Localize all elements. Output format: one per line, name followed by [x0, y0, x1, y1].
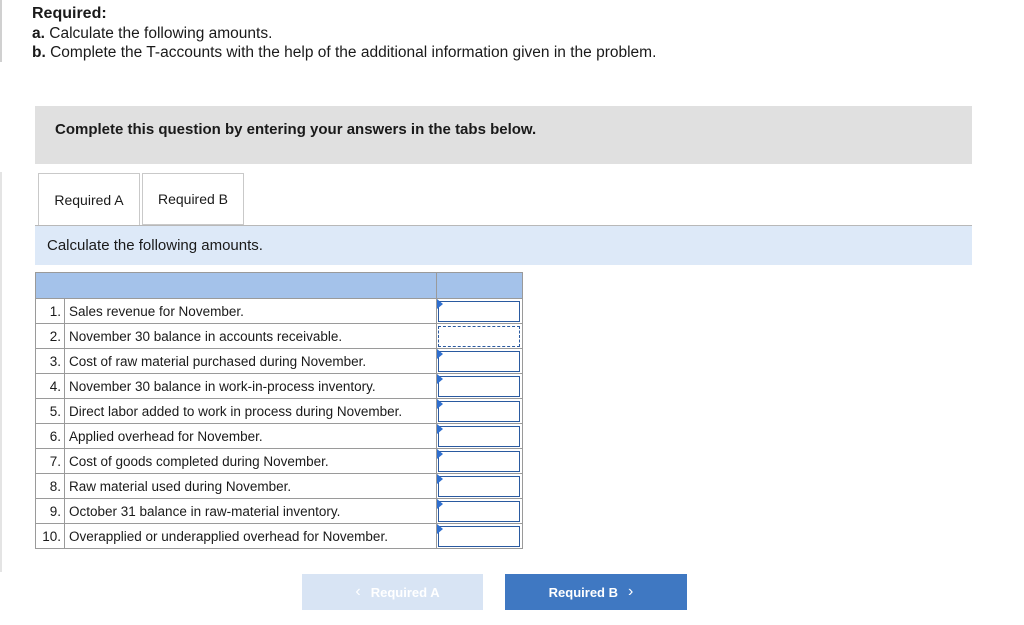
table-row [36, 399, 523, 424]
table-row [36, 374, 523, 399]
row-number: 5. [36, 399, 65, 424]
table-row [36, 524, 523, 549]
row-number: 4. [36, 374, 65, 399]
answer-input-4[interactable] [438, 376, 520, 397]
answer-input-3[interactable] [438, 351, 520, 372]
chevron-left-icon: ‹ [355, 583, 361, 600]
answer-cell [437, 324, 523, 349]
flag-icon [437, 424, 443, 434]
row-description: October 31 balance in raw-material inventory. [65, 499, 437, 524]
table-row [36, 499, 523, 524]
instruction-text: Calculate the following amounts. [47, 237, 263, 254]
instruction-bar [35, 226, 972, 265]
flag-icon [437, 399, 443, 409]
required-line-a [32, 24, 656, 43]
flag-icon [437, 449, 443, 459]
row-number: 7. [36, 449, 65, 474]
next-required-b-button[interactable] [505, 574, 687, 610]
table-header-cell [437, 273, 523, 299]
answer-cell [437, 399, 523, 424]
answer-cell [437, 349, 523, 374]
required-b-text: Complete the T-accounts with the help of the additional information given in the problem. [50, 44, 657, 61]
required-b-prefix: b. [32, 44, 46, 61]
table-row [36, 449, 523, 474]
answer-input-6[interactable] [438, 426, 520, 447]
table-header-cell [36, 273, 437, 299]
next-button-label: Required B [548, 584, 618, 600]
answer-input-10[interactable] [438, 526, 520, 547]
row-number: 8. [36, 474, 65, 499]
row-number: 6. [36, 424, 65, 449]
flag-icon [437, 499, 443, 509]
prev-required-a-button[interactable] [302, 574, 483, 610]
flag-icon [437, 474, 443, 484]
flag-icon [437, 349, 443, 359]
table-row [36, 324, 523, 349]
row-description: Sales revenue for November. [65, 299, 437, 324]
left-rule [0, 0, 2, 62]
row-description: Raw material used during November. [65, 474, 437, 499]
left-rule [0, 172, 2, 572]
tab-required-b[interactable] [142, 173, 244, 225]
required-line-b [32, 43, 656, 62]
answer-input-2[interactable] [438, 326, 520, 347]
tab-label: Required A [54, 192, 124, 208]
table-row [36, 424, 523, 449]
answer-cell [437, 524, 523, 549]
row-description: November 30 balance in accounts receivable. [65, 324, 437, 349]
row-number: 1. [36, 299, 65, 324]
required-heading: Required: [32, 5, 107, 22]
answer-input-8[interactable] [438, 476, 520, 497]
table-header-row [36, 273, 523, 299]
tab-label: Required B [157, 191, 229, 207]
table-row [36, 349, 523, 374]
row-description: Overapplied or underapplied overhead for November. [65, 524, 437, 549]
row-description: Applied overhead for November. [65, 424, 437, 449]
answer-cell [437, 474, 523, 499]
answer-table [35, 272, 523, 549]
flag-icon [437, 524, 443, 534]
instruction-banner [35, 106, 972, 164]
required-a-prefix: a. [32, 25, 45, 42]
required-section [32, 4, 656, 62]
answer-cell [437, 449, 523, 474]
row-number: 2. [36, 324, 65, 349]
row-description: November 30 balance in work-in-process inventory. [65, 374, 437, 399]
prev-button-label: Required A [370, 584, 440, 600]
answer-cell [437, 374, 523, 399]
flag-icon [437, 374, 443, 384]
row-number: 9. [36, 499, 65, 524]
required-a-text: Calculate the following amounts. [49, 25, 273, 42]
answer-input-5[interactable] [438, 401, 520, 422]
tab-required-a[interactable] [38, 173, 140, 226]
answer-input-9[interactable] [438, 501, 520, 522]
row-description: Cost of raw material purchased during November. [65, 349, 437, 374]
table-row [36, 474, 523, 499]
answer-input-1[interactable] [438, 301, 520, 322]
row-number: 3. [36, 349, 65, 374]
banner-text: Complete this question by entering your answers in the tabs below. [55, 121, 537, 138]
answer-input-7[interactable] [438, 451, 520, 472]
flag-icon [437, 299, 443, 309]
row-description: Cost of goods completed during November. [65, 449, 437, 474]
table-row [36, 299, 523, 324]
answer-cell [437, 299, 523, 324]
answer-cell [437, 499, 523, 524]
row-number: 10. [36, 524, 65, 549]
row-description: Direct labor added to work in process during November. [65, 399, 437, 424]
answer-cell [437, 424, 523, 449]
chevron-right-icon: › [628, 583, 634, 600]
